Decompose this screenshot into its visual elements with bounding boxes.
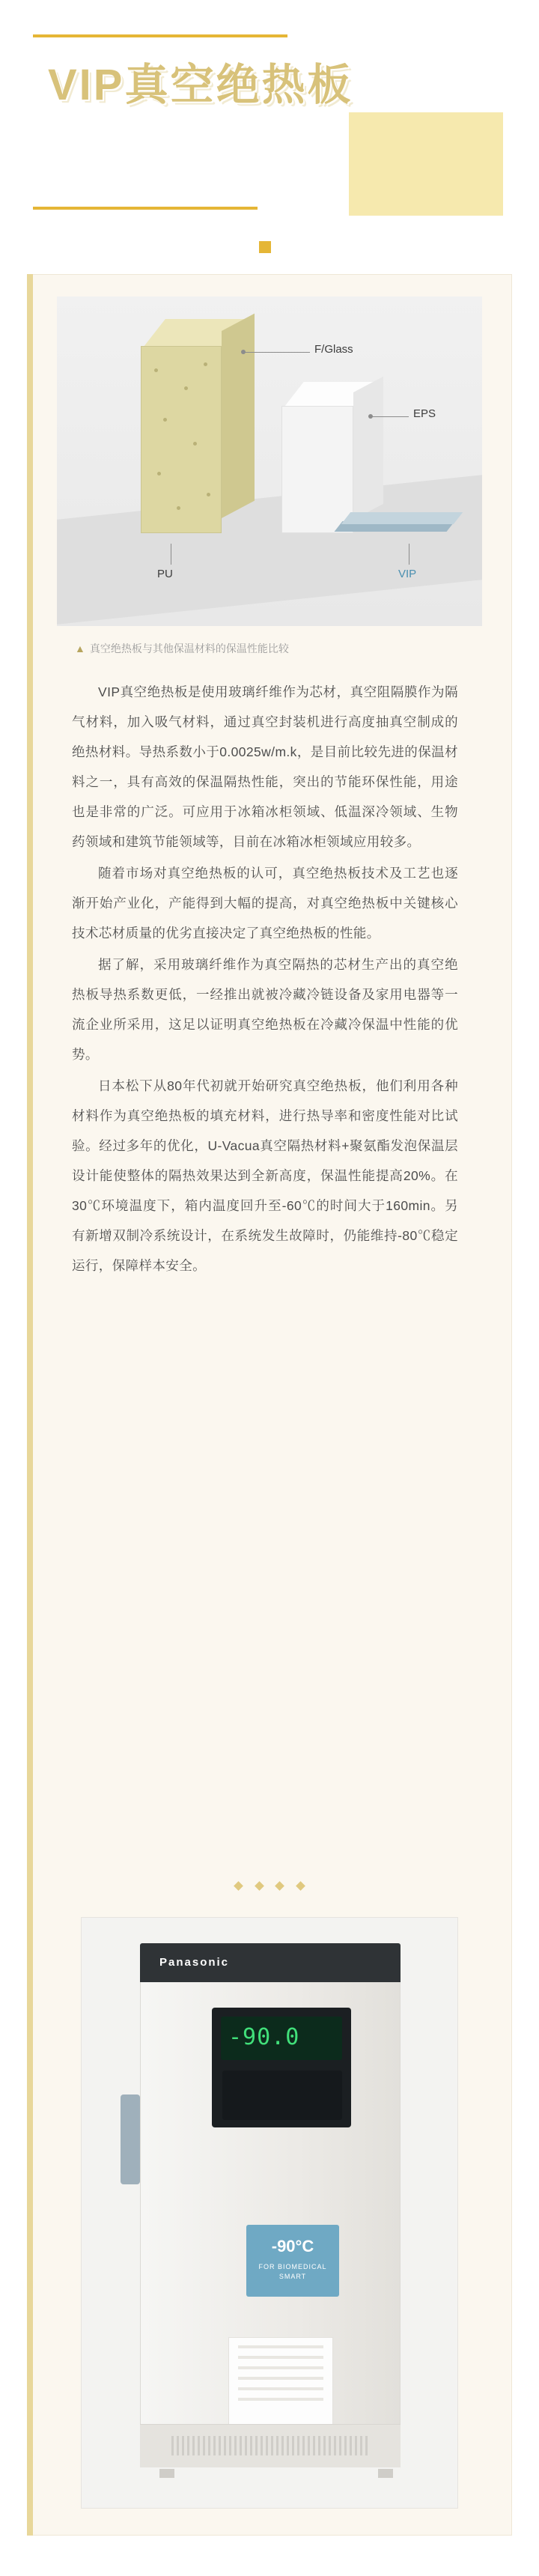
sticker-title: -90°C [271, 2237, 314, 2255]
diamond-icon [275, 1881, 284, 1891]
materials-comparison-illustration [57, 297, 482, 626]
temperature-sticker [246, 2225, 339, 2297]
label-vip: VIP [398, 568, 417, 580]
diamond-icon [255, 1881, 264, 1891]
header-rule-bottom [33, 207, 258, 210]
page-title: VIP真空绝热板 [48, 61, 353, 109]
label-pu: PU [157, 568, 173, 580]
brand-label: Panasonic [159, 1956, 230, 1969]
header-square-marker [259, 241, 271, 253]
diamond-icon [296, 1881, 305, 1891]
paragraph-3: 据了解，采用玻璃纤维作为真空隔热的芯材生产出的真空绝热板导热系数更低，一经推出就被冷藏冷链设备及家用电器等一流企业所采用，这足以证明真空绝热板在冷藏冷保温中性能的优势。 [72, 957, 458, 1062]
triangle-icon: ▲ [75, 643, 85, 654]
sticker-subtitle: FOR BIOMEDICAL SMART [258, 2263, 327, 2280]
header-accent-block [349, 112, 503, 216]
label-f-glass: F/Glass [314, 343, 353, 356]
spec-line [238, 2356, 323, 2359]
illustration-floor [57, 473, 482, 626]
spec-line [238, 2377, 323, 2380]
temperature-value: -90.0 [228, 2024, 300, 2050]
article-body [72, 677, 458, 1282]
pu-block-side-face [222, 314, 255, 518]
control-keypad [222, 2071, 342, 2120]
vip-panel-top-face [341, 512, 463, 524]
illustration-caption [75, 641, 494, 656]
freezer-foot [159, 2469, 174, 2478]
diamond-divider [0, 1880, 539, 1893]
spec-line [238, 2387, 323, 2390]
spec-line [238, 2345, 323, 2348]
illustration-caption-text: 真空绝热板与其他保温材料的保温性能比较 [89, 643, 289, 654]
spec-line [238, 2398, 323, 2401]
spec-label [228, 2337, 333, 2427]
pu-block-front-face [141, 346, 222, 533]
diamond-icon [234, 1881, 243, 1891]
eps-block-side-face [353, 377, 383, 520]
freezer-foot [378, 2469, 393, 2478]
eps-leader-line [371, 416, 409, 417]
paragraph-2: 随着市场对真空绝热板的认可，真空绝热板技术及工艺也逐渐开始产业化，产能得到大幅的提高，对真空绝热板中关键核心技术芯材质量的优劣直接决定了真空绝热板的性能。 [72, 866, 458, 941]
door-handle [121, 2094, 140, 2184]
eps-leader-dot [368, 414, 373, 419]
freezer-vent-grille [171, 2436, 369, 2455]
paragraph-4: 日本松下从80年代初就开始研究真空绝热板，他们利用各种材料作为真空绝热板的填充材料，进行热导率和密度性能对比试验。经过多年的优化，U-Vacua真空隔热材料+聚氨酯发泡保温层设计能使整体的隔热效果达到全新高度，保温性能提高20%。在30℃环境温度下，箱内温度回升至-60℃的时间大于160min。另有新增双制冷系统设计，在系统发生故障时，仍能维持-80℃稳定运行，保障样本安全。 [72, 1078, 458, 1273]
header-rule-top [33, 34, 287, 37]
fglass-leader-line [244, 352, 310, 353]
spec-line [238, 2366, 323, 2369]
fglass-leader-dot [241, 350, 246, 354]
card-left-accent-bar [27, 274, 33, 2536]
label-eps: EPS [413, 407, 436, 420]
product-photo [81, 1917, 458, 2509]
paragraph-1: VIP真空绝热板是使用玻璃纤维作为芯材，真空阻隔膜作为隔气材料，加入吸气材料，通过真空封装机进行高度抽真空制成的绝热材料。导热系数小于0.0025w/m.k，是目前比较先进的保温材料之一，具有高效的保温隔热性能，突出的节能环保性能，用途也是非常的广泛。可应用于冰箱冰柜领域、低温深冷领域、生物药领域和建筑节能领域等，目前在冰箱冰柜领域应用较多。 [72, 684, 458, 849]
eps-block-front-face [281, 406, 353, 533]
